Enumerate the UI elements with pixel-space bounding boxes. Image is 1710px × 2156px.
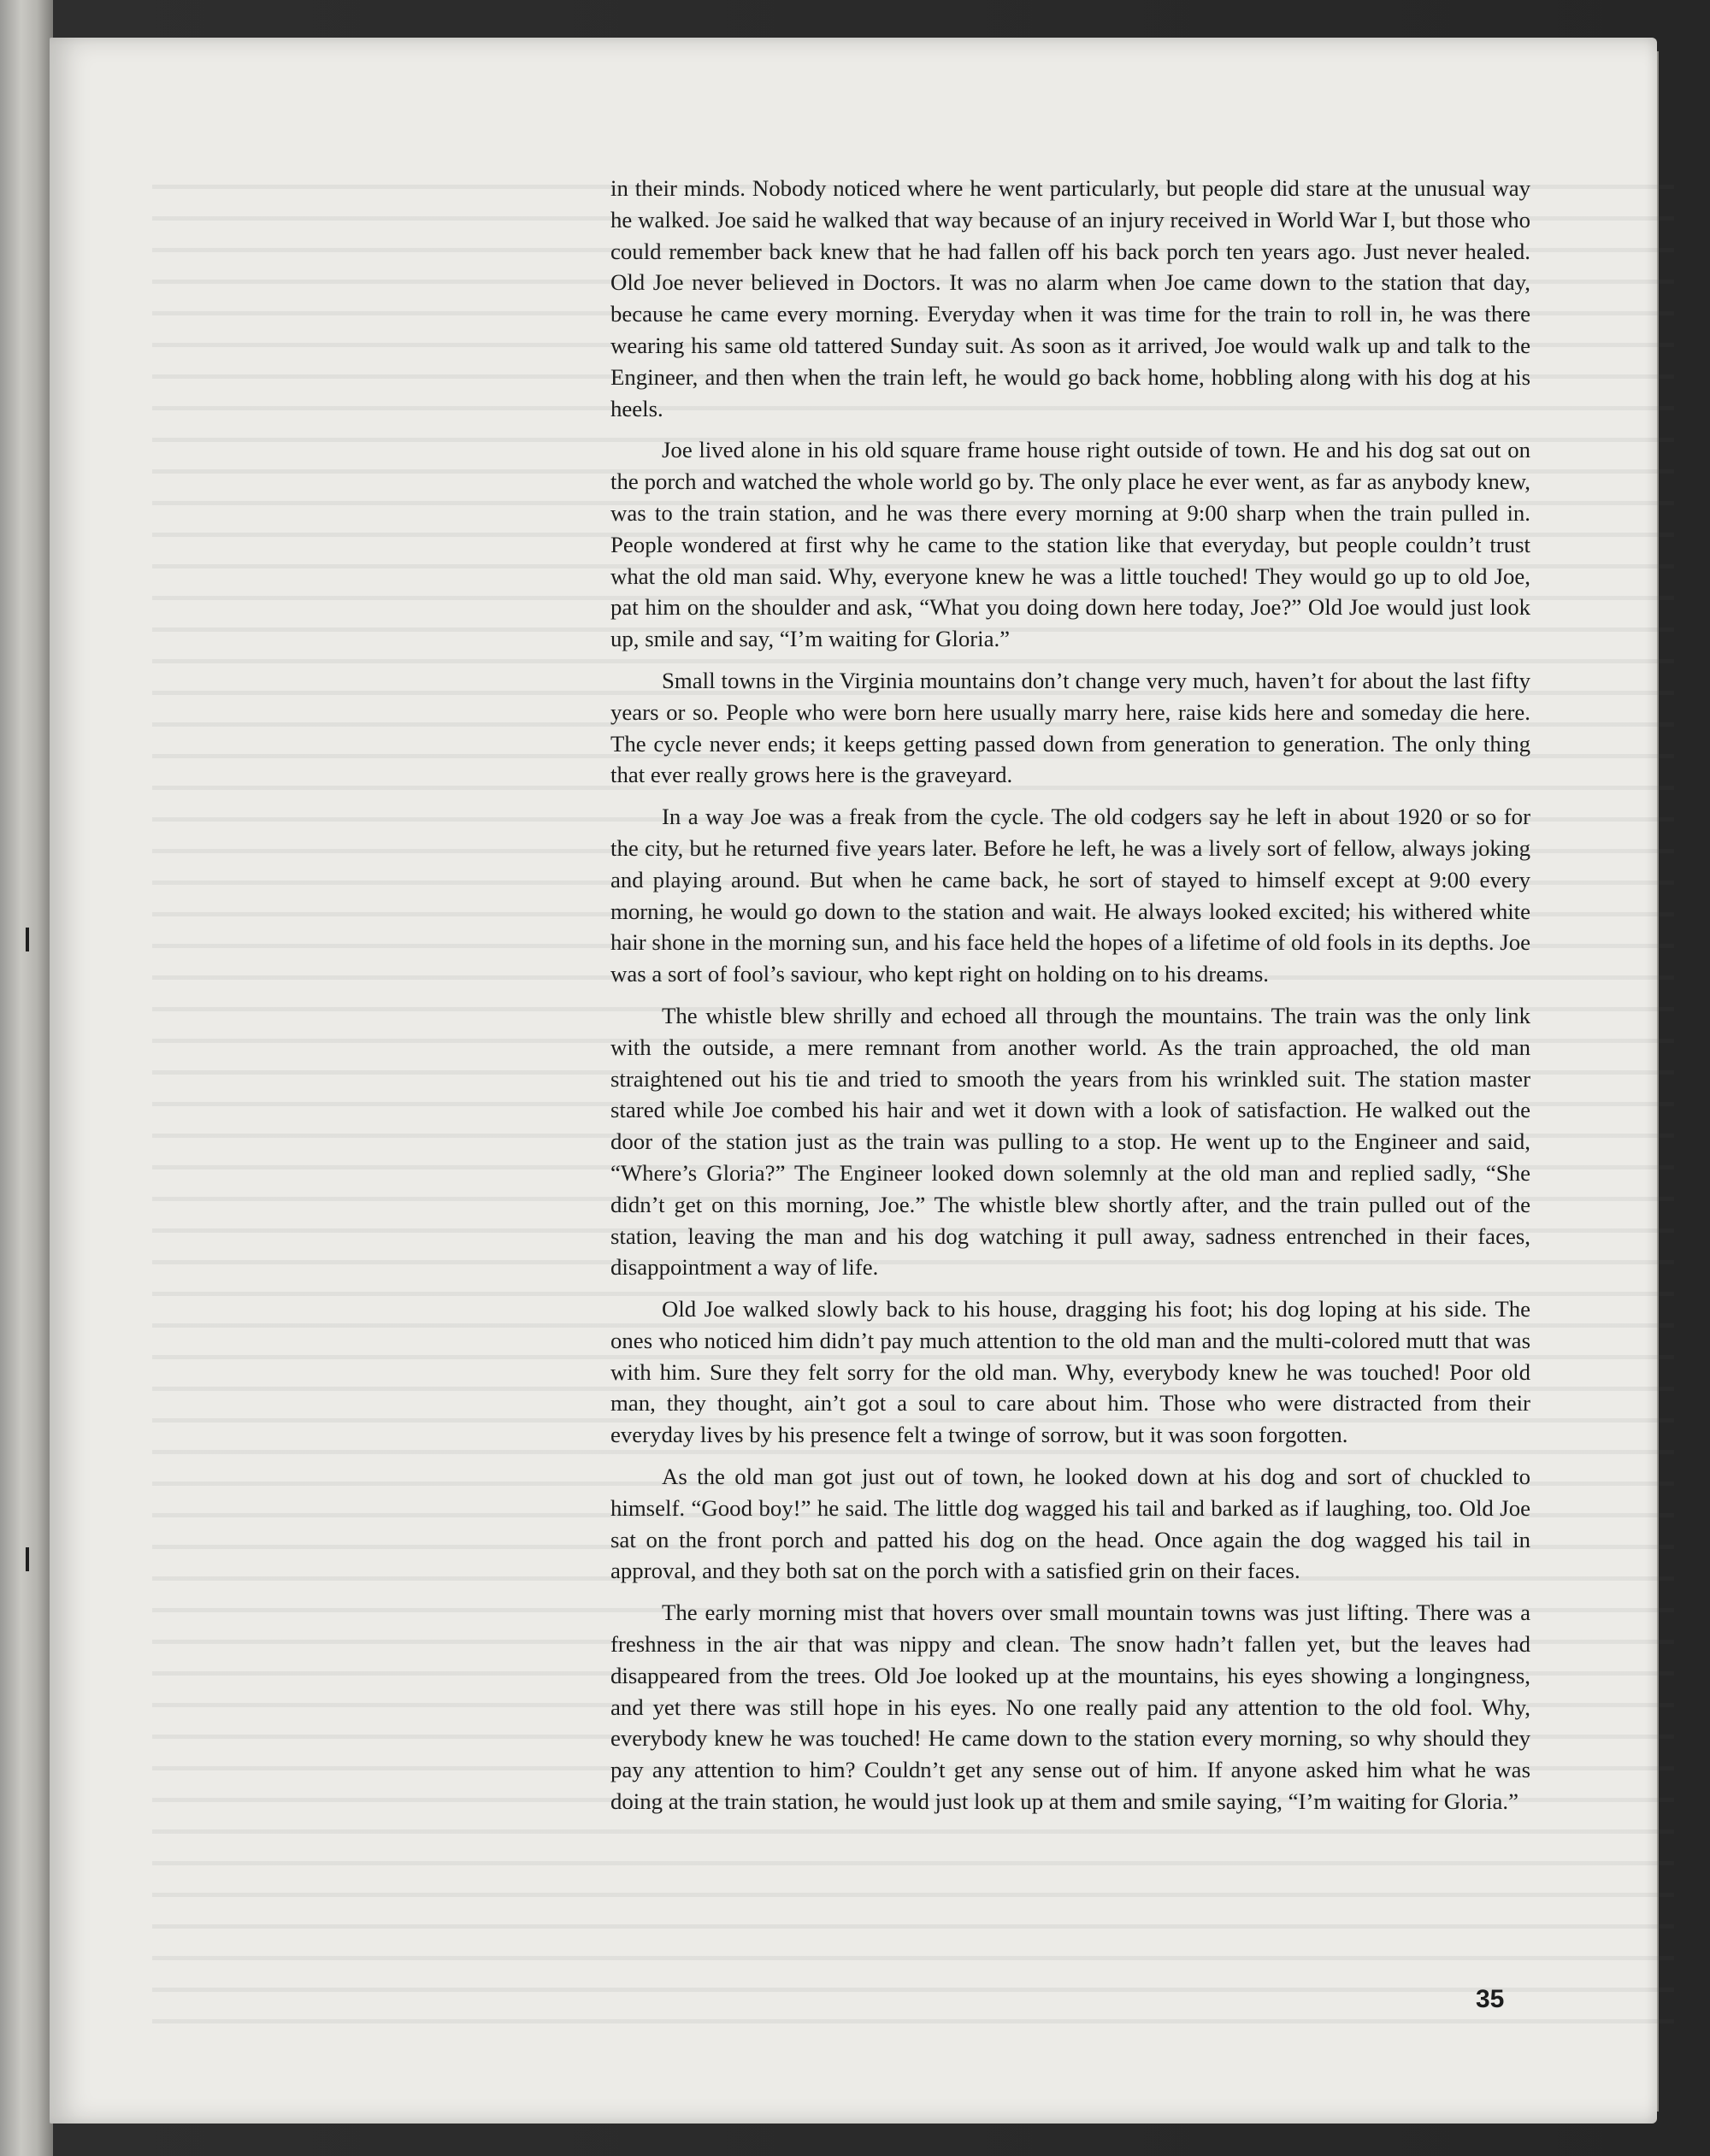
paragraph: Old Joe walked slowly back to his house, dragging his foot; his dog loping at his side. The ones who noticed him didn’t pay much attention to the old man and the multi-colored mutt that was with him. Sure they felt sorry for the old man. Why, everybody knew he was touched! Poor old man, they thought, ain’t got a soul to care about him. Those who were distracted from their everyday lives by his presence felt a twinge of sorrow, but it was soon forgotten. — [610, 1296, 1530, 1448]
paragraph: Small towns in the Virginia mountains don’t change very much, haven’t for about the last fifty years or so. People who were born here usually marry here, raise kids here and someday die here. The cycle never ends; it keeps getting passed down from generation to generation. The only thing that ever really grows here is the graveyard. — [610, 667, 1530, 788]
facing-page-edge — [0, 0, 53, 2156]
paragraph: Joe lived alone in his old square frame house right outside of town. He and his dog sat out on the porch and watched the whole world go by. The only place he ever went, as far as anybody knew, was to the train station, and he was there every morning at 9:00 sharp when the train pulled in. People wondered at first why he came to the station like that everyday, but people couldn’t trust what the old man said. Why, everyone knew he was a little touched! They would go up to old Joe, pat him on the shoulder and ask, “What you doing down here today, Joe?” Old Joe would just look up, smile and say, “I’m waiting for Gloria.” — [610, 437, 1530, 652]
story-text-column — [610, 173, 1530, 1828]
binder-mark — [26, 928, 29, 951]
page-number: 35 — [1476, 1985, 1505, 2013]
paragraph: As the old man got just out of town, he looked down at his dog and sort of chuckled to himself. “Good boy!” he said. The little dog wagged his tail and barked as if laughing, too. Old Joe sat on the front porch and patted his dog on the head. Once again the dog wagged his tail in approval, and they both sat on the porch with a satisfied grin on their faces. — [610, 1464, 1530, 1584]
paragraph: The whistle blew shrilly and echoed all through the mountains. The train was the only link with the outside, a mere remnant from another world. As the train approached, the old man straightened out his tie and tried to smooth the years from his wrinkled suit. The station master stared while Joe combed his hair and wet it down with a look of satisfaction. He walked out the door of the station just as the train was pulling to a stop. He went up to the Engineer and said, “Where’s Gloria?” The Engineer looked down solemnly at the old man and replied sadly, “She didn’t get on this morning, Joe.” The whistle blew shortly after, and the train pulled out of the station, leaving the man and his dog watching it pull away, sadness entrenched in their faces, disappointment a way of life. — [610, 1002, 1530, 1281]
paragraph: in their minds. Nobody noticed where he went particularly, but people did stare at the unusual way he walked. Joe said he walked that way because of an injury received in World War I, but those who could remember back knew that he had fallen off his back porch ten years ago. Just never healed. Old Joe never believed in Doctors. It was no alarm when Joe came down to the station that day, because he came every morning. Everyday when it was time for the train to roll in, he was there wearing his same old tattered Sunday suit. As soon as it arrived, Joe would walk up and talk to the Engineer, and then when the train left, he would go back home, hobbling along with his dog at his heels. — [610, 175, 1530, 421]
paragraph: The early morning mist that hovers over small mountain towns was just lifting. There was a freshness in the air that was nippy and clean. The snow hadn’t fallen yet, but the leaves had disappeared from the trees. Old Joe looked up at the mountains, his eyes showing a longingness, and yet there was still hope in his eyes. No one really paid any attention to the old fool. Why, everybody knew he was touched! He came down to the station every morning, so why should they pay any attention to him? Couldn’t get any sense out of him. If anyone asked him what he was doing at the train station, he would just look up at them and smile saying, “I’m waiting for Gloria.” — [610, 1599, 1530, 1815]
binder-mark — [26, 1547, 29, 1571]
paragraph: In a way Joe was a freak from the cycle. The old codgers say he left in about 1920 or so for the city, but he returned five years later. Before he left, he was a lively sort of fellow, always joking and playing around. But when he came back, he sort of stayed to himself except at 9:00 every morning, he would go down to the station and wait. He always looked excited; his withered white hair shone in the morning sun, and his face held the hopes of a lifetime of old fools in its depths. Joe was a sort of fool’s saviour, who kept right on holding on to his dreams. — [610, 804, 1530, 987]
